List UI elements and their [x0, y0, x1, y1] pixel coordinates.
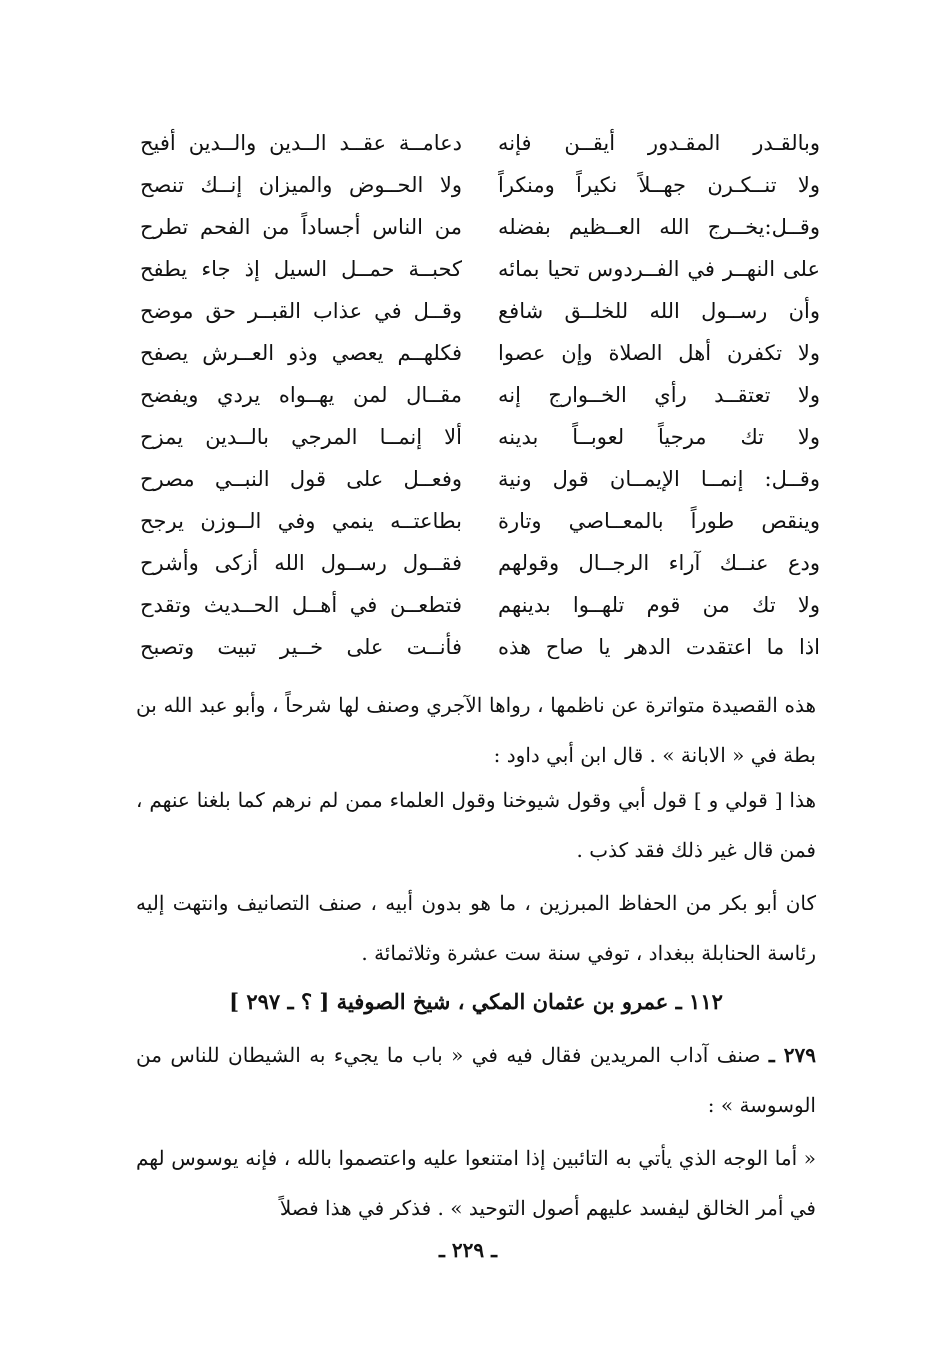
- verse-line: وأن رســول الله للخلــق شافع: [498, 299, 820, 323]
- verse-line: ولا تكفرن أهل الصلاة وإن عصوا: [498, 341, 820, 365]
- verse-line: وقــل في عذاب القبــر حق موضح: [140, 299, 462, 323]
- verse-line: ولا تك من قوم تلهــوا بدينهم: [498, 593, 820, 617]
- paragraph-poem-note: هذه القصيدة متواترة عن ناظمها ، رواها الآجري وصنف لها شرحاً ، وأبو عبد الله بن بطة في « الابانة » . قال ابن أبي داود :: [136, 693, 816, 767]
- verse-line: فتطعــن في أهــل الحــديث وتقدح: [140, 593, 462, 617]
- entry-number: ٢٧٩ ـ: [768, 1043, 817, 1067]
- verse-line: فقــول رســول الله أزكى وأشرح: [140, 551, 462, 575]
- verse-line: وقــل: إنمــا الإيمــان قول ونية: [498, 467, 820, 491]
- verse-line: كحبــة حمــل السيل إذ جاء يطفح: [140, 257, 462, 281]
- verse-line: وبالقـدر المقـدور أيقــن فإنه: [498, 131, 820, 155]
- verse-line: ولا تك مرجياً لعوبــاً بدينه: [498, 425, 820, 449]
- paragraph-quote: هذا [ قولي و ] قول أبي وقول شيوخنا وقول العلماء ممن لم نرهم كما بلغنا عنهم ، فمن قال غير ذلك فقد كذب .: [136, 788, 816, 862]
- paragraph-citation: « أما الوجه الذي يأتي به التائبين إذا امتنعوا عليه واعتصموا بالله ، فإنه يوسوس لهم في أمر الخالق ليفسد عليهم أصول التوحيد » . فذكر في هذا فصلاً: [136, 1146, 816, 1220]
- verse-line: ولا تنــكـرن جهــلاً نكيراً ومنكراً: [498, 173, 820, 197]
- page-number: ـ ٢٢٩ ـ: [439, 1238, 497, 1262]
- entry-heading: ١١٢ ـ عمرو بن عثمان المكي ، شيخ الصوفية [ ؟ ـ ٢٩٧ ]: [229, 989, 723, 1014]
- verse-line: بطاعتــه ينمي وفي الــوزن يرجح: [140, 509, 462, 533]
- verse-line: وفعــل على قول النبــي مصرح: [140, 467, 462, 491]
- verse-line: اذا ما اعتقدت الدهر يا صاح هذه: [498, 635, 820, 659]
- verse-line: مقــال لمن يهــواه يردي ويفضح: [140, 383, 462, 407]
- verse-line: ألا إنمــا المرجي بالــدين يمزح: [140, 425, 462, 449]
- paragraph-biography: كان أبو بكر من الحفاظ المبرزين ، ما هو بدون أبيه ، صنف التصانيف وانتهت إليه رئاسة الحنابلة ببغداد ، توفي سنة ست عشرة وثلاثمائة .: [136, 891, 816, 965]
- poem-left-column: [140, 122, 462, 670]
- paragraph-entry: [136, 1030, 816, 1130]
- verse-line: ودع عنــك آراء الرجــال وقولهم: [498, 551, 820, 575]
- verse-line: ولا تعتقــد رأي الخــوارج إنه: [498, 383, 820, 407]
- poem-block: [140, 122, 830, 670]
- verse-line: على النهــر في الفــردوس تحيا بمائه: [498, 257, 820, 281]
- verse-line: ولا الحــوض والميزان إنــك تنصح: [140, 173, 462, 197]
- verse-line: دعامــة عقــد الــدين والــدين أفيح: [140, 131, 462, 155]
- entry-text: صنف آداب المريدين فقال فيه في « باب ما يجيء به الشيطان للناس من الوسوسة » :: [136, 1043, 816, 1117]
- verse-line: فأنــت على خــير تبيت وتصبح: [140, 635, 462, 659]
- verse-line: وينقص طوراً بالمعــاصي وتارة: [498, 509, 820, 533]
- verse-line: وقــل:يخــرج الله العــظيم بفضله: [498, 215, 820, 239]
- verse-line: من الناس أجساداً من الفحم تطرح: [140, 215, 462, 239]
- verse-line: فكلهــم يعصي وذو العــرش يصفح: [140, 341, 462, 365]
- poem-right-column: [498, 122, 820, 670]
